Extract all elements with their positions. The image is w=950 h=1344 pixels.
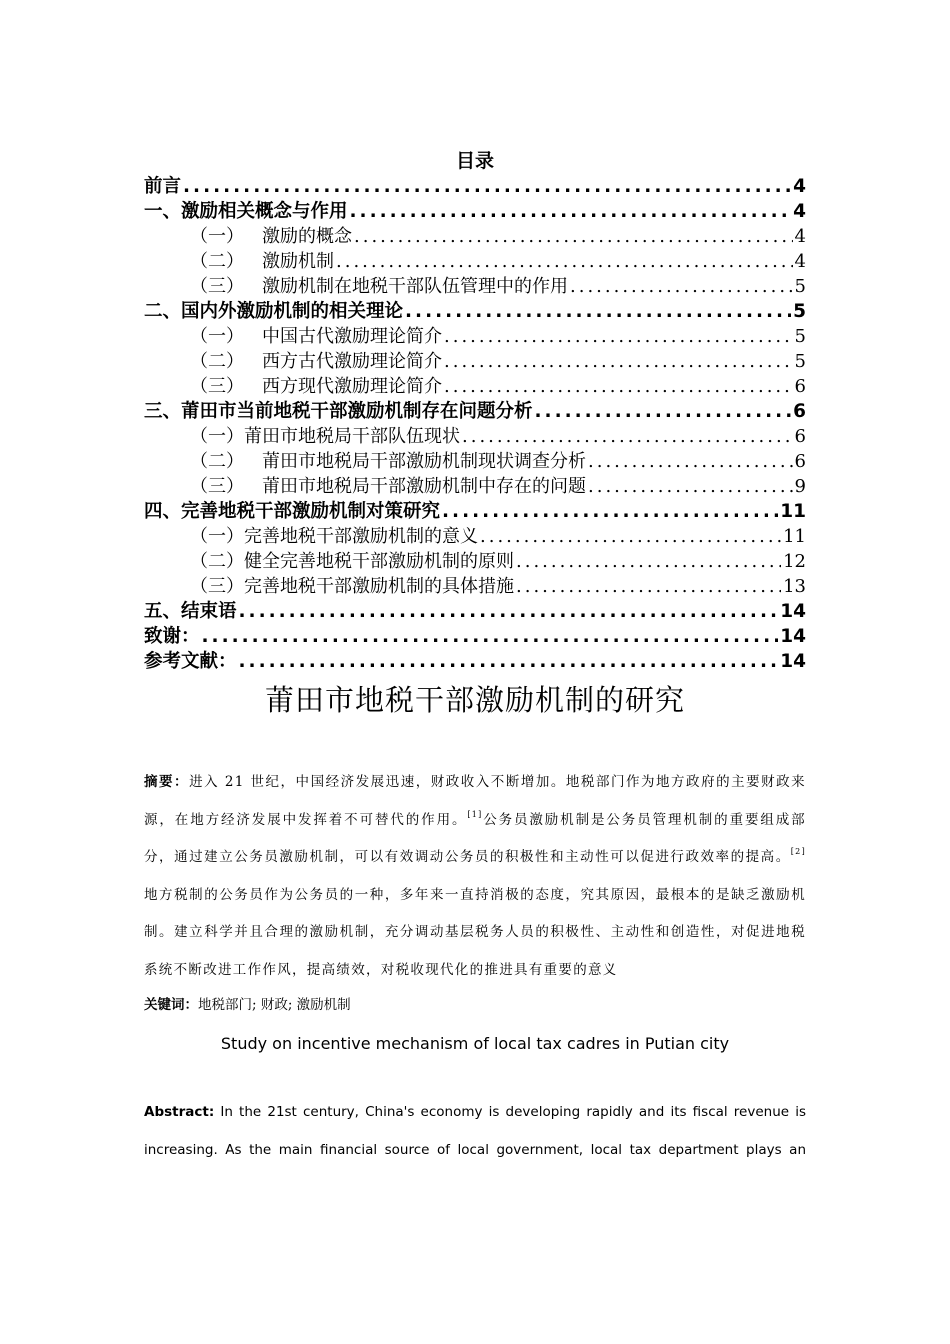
toc-page-number: 6 — [793, 401, 806, 422]
toc-dot-leader — [444, 349, 793, 374]
toc-entry-number: （二） — [190, 551, 244, 572]
toc-page-number: 4 — [794, 226, 806, 247]
abstract-cn-heading: 摘要： — [144, 774, 190, 790]
toc-entry[interactable] — [144, 299, 806, 324]
paper-title-cn: 莆田市地税干部激励机制的研究 — [264, 683, 685, 717]
toc-entry-label: 健全完善地税干部激励机制的原则 — [244, 551, 514, 572]
toc-subentry[interactable] — [144, 374, 806, 399]
toc-entry-number: （二） — [190, 451, 244, 472]
toc-entry-number: （二） — [190, 251, 244, 272]
toc-entry-label: 二、国内外激励机制的相关理论 — [144, 301, 404, 322]
toc-entry-label: 五、结束语 — [144, 601, 237, 622]
toc-page-number: 11 — [780, 501, 806, 522]
toc-page-number: 14 — [780, 601, 806, 622]
toc-subentry[interactable] — [144, 424, 806, 449]
toc-page-number: 11 — [783, 526, 806, 547]
toc-entry-number: （三） — [190, 476, 244, 497]
toc-dot-leader — [239, 599, 779, 624]
toc-subentry[interactable] — [144, 249, 806, 274]
toc-entry-label: 莆田市地税局干部队伍现状 — [244, 426, 460, 447]
toc-page-number: 4 — [794, 251, 806, 272]
abstract-cn-text-3: 地方税制的公务员作为公务员的一种，多年来一直持消极的态度，究其原因，最根本的是缺乏激励机制。建立科学并且合理的激励机制，充分调动基层税务人员的积极性、主动性和创造性，对促进地税系统不断改进工作作风，提高绩效，对税收现代化的推进具有重要的意义 — [144, 886, 806, 978]
toc-dot-leader — [535, 399, 792, 424]
abstract-cn — [144, 764, 806, 989]
toc-subentry[interactable] — [144, 349, 806, 374]
toc-dot-leader — [480, 524, 781, 549]
toc-entry-number: （三） — [190, 376, 244, 397]
toc-dot-leader — [354, 224, 793, 249]
toc-page-number: 13 — [783, 576, 806, 597]
citation-ref: [2] — [790, 847, 806, 856]
toc-entry[interactable] — [144, 199, 806, 224]
toc-entry-label: 激励机制在地税干部队伍管理中的作用 — [262, 276, 568, 297]
toc-title: 目录 — [455, 150, 494, 172]
toc-page-number: 9 — [794, 476, 806, 497]
toc-dot-leader — [444, 324, 793, 349]
toc-entry-label: 四、完善地税干部激励机制对策研究 — [144, 501, 441, 522]
toc-subentry[interactable] — [144, 449, 806, 474]
toc-page-number: 5 — [794, 351, 806, 372]
toc-page-number: 5 — [793, 301, 806, 322]
keywords-text: 地税部门; 财政; 激励机制 — [198, 997, 351, 1013]
toc-page-number: 5 — [794, 276, 806, 297]
toc-entry-number: （一） — [190, 326, 244, 347]
toc-entry[interactable] — [144, 599, 806, 624]
toc-entry-label: 激励机制 — [262, 251, 334, 272]
toc-page-number: 6 — [794, 426, 806, 447]
toc-dot-leader — [516, 574, 781, 599]
toc-subentry[interactable] — [144, 574, 806, 599]
abstract-cn-text-1: 进入 21 世纪，中国经济发展迅速，财政收入不断增加。地税部门作为地方政府的主要财政来源，在地方经济发展中发挥着不可替代的作用。 — [144, 774, 806, 828]
paper-title-en: Study on incentive mechanism of local tax cadres in Putian city — [220, 1034, 730, 1053]
toc-dot-leader — [202, 624, 779, 649]
toc-entry-number: （三） — [190, 576, 244, 597]
abstract-cn-text-2: 公务员激励机制是公务员管理机制的重要组成部分，通过建立公务员激励机制，可以有效调动公务员的积极性和主动性可以促进行政效率的提高。 — [144, 811, 806, 865]
toc-subentry[interactable] — [144, 474, 806, 499]
toc-dot-leader — [442, 499, 778, 524]
toc-entry-label: 完善地税干部激励机制的意义 — [244, 526, 478, 547]
toc-subentry[interactable] — [144, 324, 806, 349]
toc-subentry[interactable] — [144, 549, 806, 574]
toc-dot-leader — [405, 299, 791, 324]
toc-entry-label: 一、激励相关概念与作用 — [144, 201, 348, 222]
toc-dot-leader — [588, 449, 793, 474]
toc-page-number: 14 — [780, 651, 806, 672]
toc-subentry[interactable] — [144, 224, 806, 249]
toc-entry-label: 中国古代激励理论简介 — [262, 326, 442, 347]
document-page — [144, 148, 806, 1169]
toc-dot-leader — [516, 549, 781, 574]
toc-page-number: 12 — [783, 551, 806, 572]
toc-entry[interactable] — [144, 499, 806, 524]
abstract-en-text: In the 21st century, China's economy is developing rapidly and its fiscal revenue is increasing. As the main financial source of local government, local tax department plays an — [144, 1104, 806, 1158]
toc-dot-leader — [350, 199, 792, 224]
toc-subentry[interactable] — [144, 524, 806, 549]
toc-entry[interactable] — [144, 399, 806, 424]
toc-dot-leader — [588, 474, 793, 499]
toc-page-number: 5 — [794, 326, 806, 347]
toc-entry-label: 参考文献： — [144, 651, 237, 672]
toc-subentry[interactable] — [144, 274, 806, 299]
toc-dot-leader — [444, 374, 793, 399]
toc-page-number: 6 — [794, 376, 806, 397]
toc-entry[interactable] — [144, 624, 806, 649]
toc-entry-label: 西方古代激励理论简介 — [262, 351, 442, 372]
abstract-en — [144, 1093, 806, 1169]
toc-page-number: 4 — [793, 176, 806, 197]
toc-dot-leader — [462, 424, 793, 449]
toc-entry-number: （一） — [190, 426, 244, 447]
toc-page-number: 4 — [793, 201, 806, 222]
toc-entry-label: 前言 — [144, 176, 182, 197]
keywords — [144, 991, 806, 1019]
toc-entry-label: 三、莆田市当前地税干部激励机制存在问题分析 — [144, 401, 533, 422]
toc-entry-label: 莆田市地税局干部激励机制现状调查分析 — [262, 451, 586, 472]
toc-entry-label: 西方现代激励理论简介 — [262, 376, 442, 397]
toc-entry[interactable] — [144, 649, 806, 674]
toc-dot-leader — [183, 174, 791, 199]
toc-entry-number: （一） — [190, 526, 244, 547]
toc-dot-leader — [570, 274, 793, 299]
toc-entry[interactable] — [144, 174, 806, 199]
table-of-contents — [144, 174, 806, 674]
toc-entry-number: （二） — [190, 351, 244, 372]
toc-entry-label: 激励的概念 — [262, 226, 352, 247]
keywords-heading: 关键词： — [144, 997, 198, 1013]
toc-entry-number: （三） — [190, 276, 244, 297]
toc-entry-label: 莆田市地税局干部激励机制中存在的问题 — [262, 476, 586, 497]
toc-entry-label: 致谢： — [144, 626, 200, 647]
toc-page-number: 6 — [794, 451, 806, 472]
abstract-en-heading: Abstract: — [144, 1104, 215, 1120]
toc-page-number: 14 — [780, 626, 806, 647]
toc-dot-leader — [239, 649, 779, 674]
toc-entry-number: （一） — [190, 226, 244, 247]
toc-dot-leader — [336, 249, 793, 274]
toc-entry-label: 完善地税干部激励机制的具体措施 — [244, 576, 514, 597]
citation-ref: [1] — [467, 809, 483, 819]
